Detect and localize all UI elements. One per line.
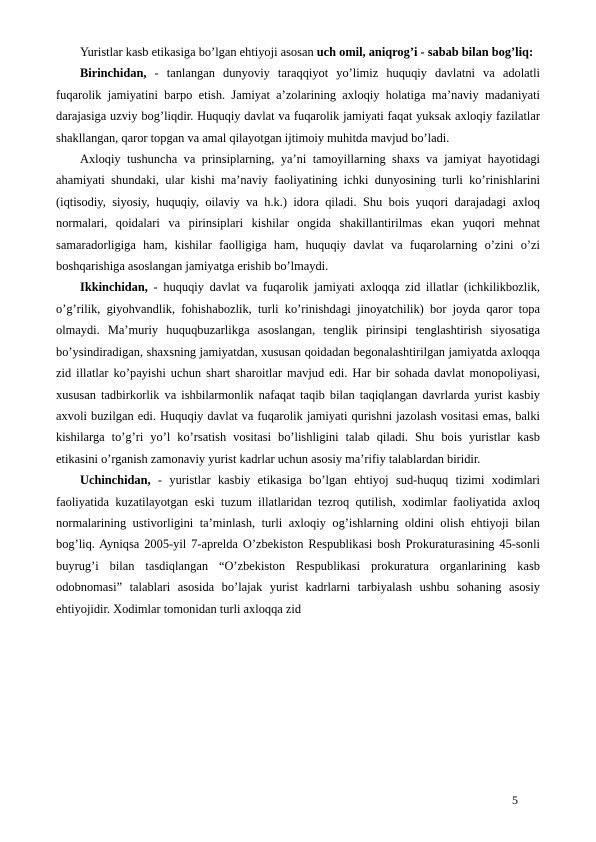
- paragraph-axloqiy: [56, 149, 540, 277]
- paragraph-intro: [56, 42, 540, 63]
- page-number: 5: [512, 793, 518, 807]
- paragraph-text: - tanlangan dunyoviy taraqqiyot yo’limiz huquqiy davlatni va adolatli fuqarolik jamiyatini barpo etish. Jamiyat a’zolarining axloqiy holatiga ma’naviy madaniyati darajasiga uzviy bog’liqdir. Huquqiy davlat va fuqarolik jamiyati faqat yuksak axloqiy fazilatlar shakllangan, qaror topgan va amal qilayotgan ijtimoiy muhitda mavjud bo’ladi.: [56, 66, 540, 145]
- paragraph-lead: Uchinchidan,: [80, 473, 151, 488]
- paragraph-text: Yuristlar kasb etikasiga bo’lgan ehtiyoji asosan: [80, 45, 317, 59]
- paragraph-text: Axloqiy tushuncha va prinsiplarning, ya’ni tamoyillarning shaxs va jamiyat hayotidagi ahamiyati shundaki, ular kishi ma’naviy faoliyatining ichki dunyosining turli ko’rinishlarini (iqtisodiy, siyosiy, huquqiy, oilaviy va h.k.) idora qiladi. Shu bois yuqori darajadagi axloq normalari, qoidalari va pirinsiplari kishilar ongida shakillantirilmas ekan yuqori mehnat samaradorligiga ham, kishilar faolligiga ham, huquqiy davlat va fuqarolarning o’zini o’zi boshqarishiga asoslangan jamiyatga erishib bo’lmaydi.: [56, 152, 540, 274]
- paragraph-lead: Birinchidan,: [80, 66, 147, 81]
- document-body: [56, 42, 540, 620]
- paragraph-birinchidan: [56, 63, 540, 149]
- bold-phrase: uch omil, aniqrog’i - sabab bilan bog’liq:: [316, 45, 534, 59]
- paragraph-text: - huquqiy davlat va fuqarolik jamiyati axloqqa zid illatlar (ichkilikbozlik, o’g’rilik, giyohvandlik, fohishabozlik, turli ko’rinishdagi jinoyatchilik) bor joyda qaror topa olmaydi. Ma’muriy huquqbuzarlikga asoslangan, tenglik pirinsipi tenglashtirish siyosatiga bo’ysindiradigan, shaxsning jamiyatdan, xususan qoidadan begonalashtirilgan jamiyatda axloqqa zid illatlar ko’payishi uchun shart sharoitlar mavjud edi. Har bir sohada davlat monopoliyasi, xususan tadbirkorlik va ishbilarmonlik nafaqat taqib bilan taqiqlangan davrlarda yurist kasbiy axvoli buzilgan edi. Huquqiy davlat va fuqarolik jamiyati qurishni jazolash vositasi emas, balki kishilarga to’g’ri yo’l ko’rsatish vositasi bo’lishligini talab qiladi. Shu bois yuristlar kasb etikasini o’rganish zamonaviy yurist kadrlar uchun asosiy ma’rifiy talablardan biridir.: [56, 280, 540, 466]
- paragraph-uchinchidan: [56, 470, 540, 620]
- paragraph-text: - yuristlar kasbiy etikasiga bo’lgan ehtiyoj sud-huquq tizimi xodimlari faoliyatida kuzatilayotgan eski tuzum illatlaridan tezroq qutilish, xodimlar faoliyatida axloq normalarining ustivorligini ta’minlash, turli axloqiy og’ishlarning oldini olish ehtiyoji bilan bog’liq. Ayniqsa 2005-yil 7-aprelda O’zbekiston Respublikasi bosh Prokuraturasining 45-sonli buyrug’i bilan tasdiqlangan “O’zbekiston Respublikasi prokuratura organlarining kasb odobnomasi” talablari asosida bo’lajak yurist kadrlarni tarbiyalash ushbu sohaning asosiy ehtiyojidir. Xodimlar tomonidan turli axloqqa zid: [56, 473, 540, 616]
- paragraph-ikkinchidan: [56, 277, 540, 470]
- paragraph-lead: Ikkinchidan,: [80, 280, 148, 295]
